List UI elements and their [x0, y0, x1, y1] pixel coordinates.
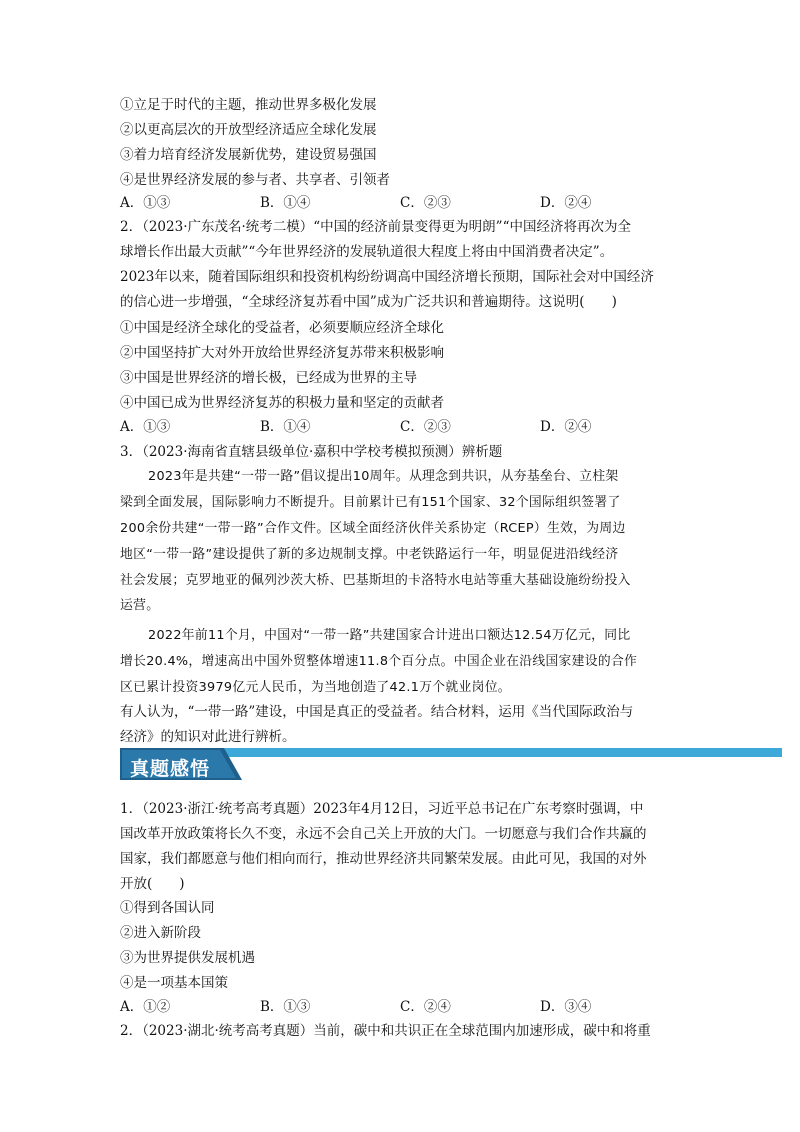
question-text: 2．（2023·广东茂名·统考二模）“中国的经济前景变得更为明朗”“中国经济将再次为全 — [120, 219, 631, 235]
section-banner — [120, 748, 782, 784]
statement: ③为世界提供发展机遇 — [120, 950, 255, 966]
option-a[interactable]: A．①③ — [120, 195, 171, 211]
question-text: 球增长作出最大贡献”“今年世界经济的发展轨道很大程度上将由中国消费者决定”。 — [120, 244, 614, 260]
option-d[interactable]: D．③④ — [540, 999, 592, 1015]
answer-options — [120, 418, 600, 436]
statement: ①中国是经济全球化的受益者，必须要顺应经济全球化 — [120, 320, 444, 336]
statement: ②中国坚持扩大对外开放给世界经济复苏带来积极影响 — [120, 345, 444, 361]
question-text: 的信心进一步增强，“全球经济复苏看中国”成为广泛共识和普遍期待。这说明( ) — [120, 294, 617, 310]
statement: ④是一项基本国策 — [120, 975, 228, 991]
statement: ②进入新阶段 — [120, 925, 201, 941]
statement: ②以更高层次的开放型经济适应全球化发展 — [120, 122, 377, 138]
material-text: 增长20.4%，增速高出中国外贸整体增速11.8个百分点。中国企业在沿线国家建设的合作 — [120, 654, 638, 669]
option-a[interactable]: A．①② — [120, 999, 171, 1015]
statement: ④中国已成为世界经济复苏的积极力量和坚定的贡献者 — [120, 395, 444, 411]
question-title: 3．（2023·海南省直辖县级单位·嘉积中学校考模拟预测）辨析题 — [120, 444, 503, 460]
statement: ①立足于时代的主题，推动世界多极化发展 — [120, 97, 377, 113]
question-text: 国家，我们都愿意与他们相向而行，推动世界经济共同繁荣发展。由此可见，我国的对外 — [120, 851, 647, 867]
question-text: 1．（2023·浙江·统考高考真题）2023年4月12日，习近平总书记在广东考察时强调，中 — [120, 801, 644, 817]
statement: ①得到各国认同 — [120, 900, 215, 916]
material-text: 区已累计投资3979亿元人民币，为当地创造了42.1万个就业岗位。 — [120, 680, 511, 695]
answer-options — [120, 998, 600, 1016]
material-text: 社会发展；克罗地亚的佩列沙茨大桥、巴基斯坦的卡洛特水电站等重大基础设施纷纷投入 — [120, 573, 631, 588]
question-text: 经济》的知识对此进行辨析。 — [120, 729, 296, 745]
material-text: 2022年前11个月，中国对“一带一路”共建国家合计进出口额达12.54万亿元，同比 — [148, 628, 631, 643]
answer-options — [120, 194, 600, 212]
statement: ③中国是世界经济的增长极，已经成为世界的主导 — [120, 370, 417, 386]
material-text: 200余份共建“一带一路”合作文件。区域全面经济伙伴关系协定（RCEP）生效，为周边 — [120, 521, 626, 536]
option-d[interactable]: D．②④ — [540, 195, 592, 211]
material-text: 地区“一带一路”建设提供了新的多边规制支撑。中老铁路运行一年，明显促进沿线经济 — [120, 547, 619, 562]
question-text: 有人认为，“一带一路”建设，中国是真正的受益者。结合材料，运用《当代国际政治与 — [120, 704, 634, 720]
banner-bar — [220, 748, 782, 757]
material-text: 2023年是共建“一带一路”倡议提出10周年。从理念到共识，从夯基垒台、立柱架 — [148, 469, 619, 484]
option-c[interactable]: C．②③ — [400, 419, 451, 435]
statement: ④是世界经济发展的参与者、共享者、引领者 — [120, 172, 390, 188]
option-b[interactable]: B．①③ — [260, 999, 311, 1015]
material-text: 运营。 — [120, 598, 160, 613]
question-text: 开放( ) — [120, 876, 185, 892]
option-b[interactable]: B．①④ — [260, 419, 311, 435]
question-text: 2023年以来，随着国际组织和投资机构纷纷调高中国经济增长预期，国际社会对中国经济 — [120, 269, 654, 285]
statement: ③着力培育经济发展新优势，建设贸易强国 — [120, 147, 377, 163]
option-d[interactable]: D．②④ — [540, 419, 592, 435]
option-c[interactable]: C．②③ — [400, 195, 451, 211]
question-text: 2．（2023·湖北·统考高考真题）当前，碳中和共识正在全球范围内加速形成，碳中和将重 — [120, 1023, 651, 1039]
material-text: 梁到全面发展，国际影响力不断提升。目前累计已有151个国家、32个国际组织签署了 — [120, 495, 621, 510]
banner-title: 真题感悟 — [130, 758, 211, 780]
option-b[interactable]: B．①④ — [260, 195, 311, 211]
option-a[interactable]: A．①③ — [120, 419, 171, 435]
option-c[interactable]: C．②④ — [400, 999, 451, 1015]
question-text: 国改革开放政策将长久不变，永远不会自己关上开放的大门。一切愿意与我们合作共赢的 — [120, 826, 647, 842]
